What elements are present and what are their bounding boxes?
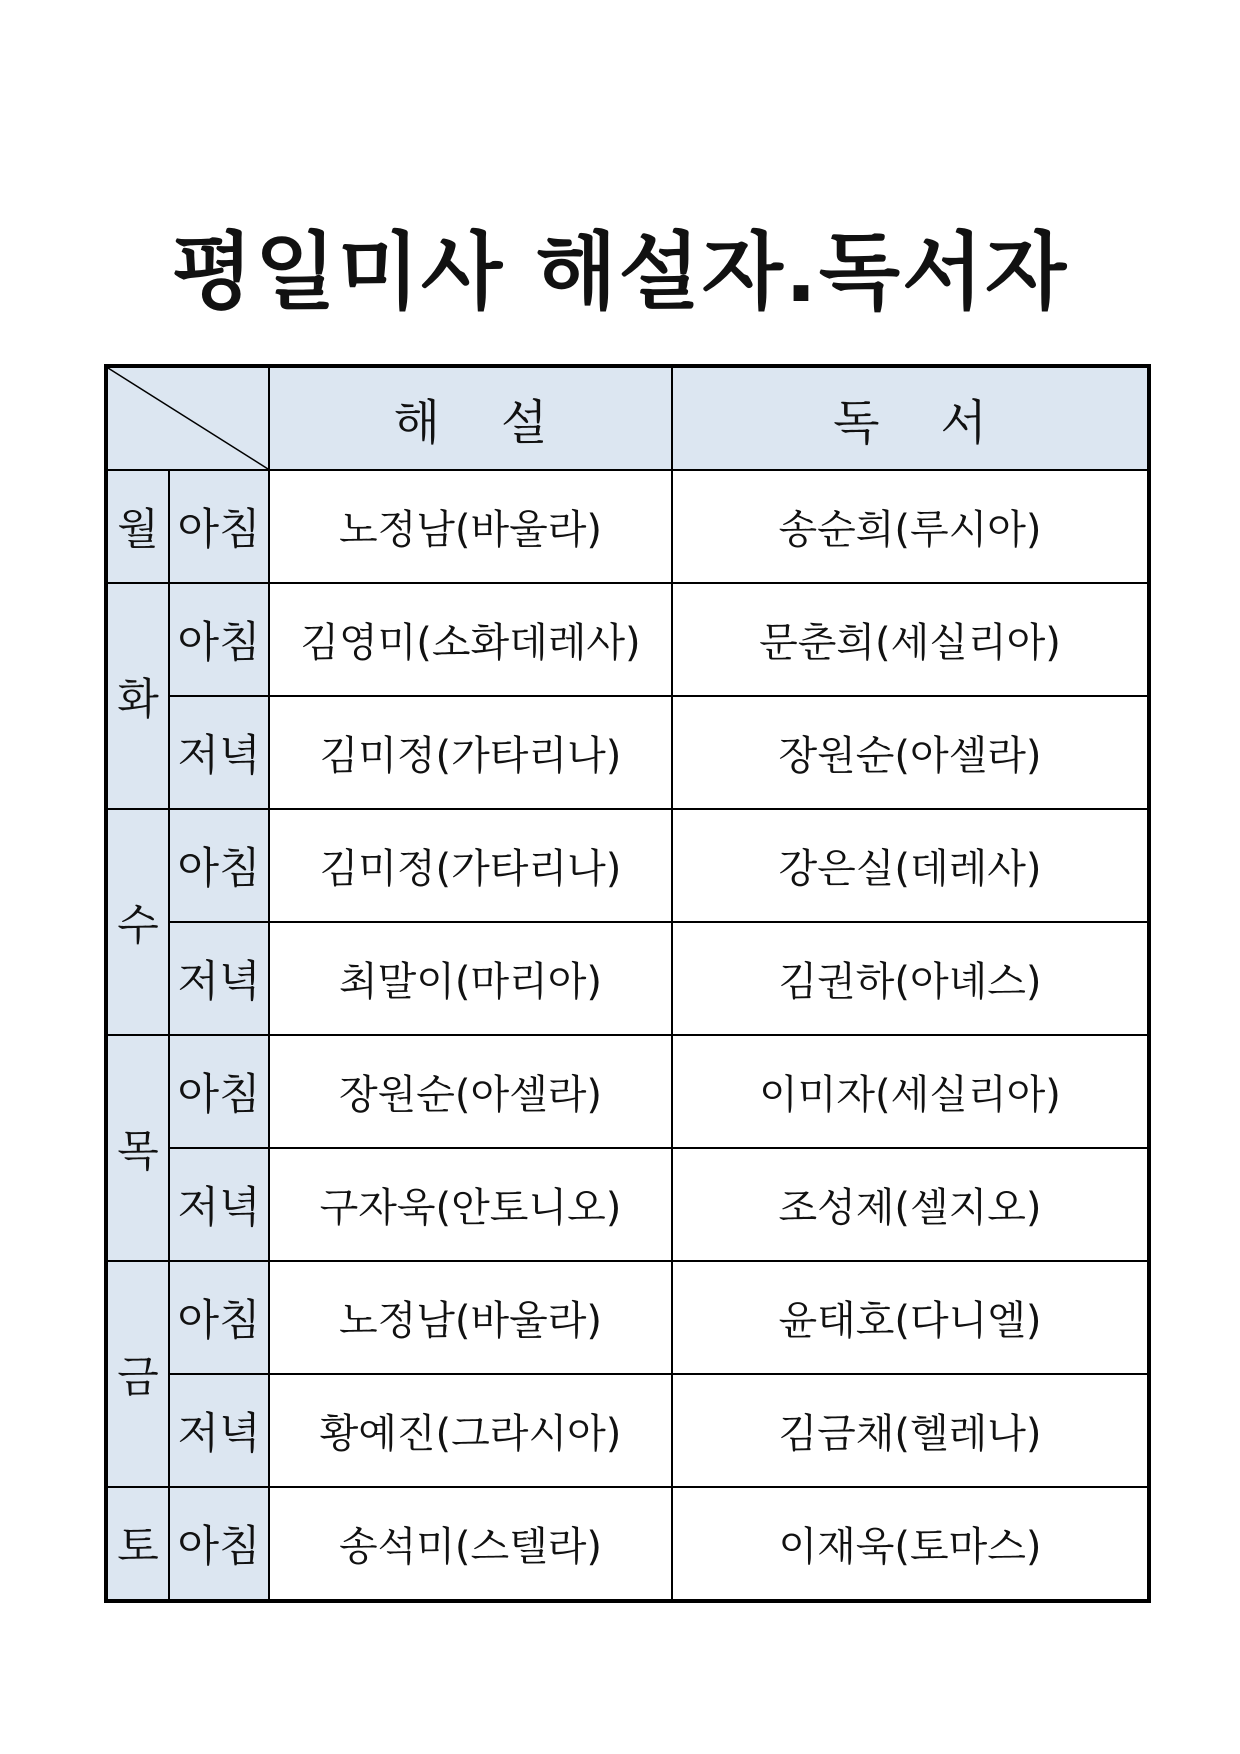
table-row bbox=[106, 696, 1149, 809]
time-cell: 아침 bbox=[169, 1487, 269, 1601]
table-row bbox=[106, 1035, 1149, 1148]
header-row bbox=[106, 366, 1149, 470]
table-row bbox=[106, 1374, 1149, 1487]
table-row bbox=[106, 1148, 1149, 1261]
day-cell: 화 bbox=[106, 583, 169, 809]
commentator-cell: 황예진(그라시아) bbox=[269, 1374, 672, 1487]
column-header-reader: 독 서 bbox=[672, 366, 1149, 470]
reader-cell: 이미자(세실리아) bbox=[672, 1035, 1149, 1148]
reader-cell: 이재욱(토마스) bbox=[672, 1487, 1149, 1601]
commentator-cell: 최말이(마리아) bbox=[269, 922, 672, 1035]
time-cell: 저녁 bbox=[169, 922, 269, 1035]
day-cell: 목 bbox=[106, 1035, 169, 1261]
commentator-cell: 송석미(스텔라) bbox=[269, 1487, 672, 1601]
diagonal-line bbox=[108, 368, 268, 469]
reader-cell: 조성제(셀지오) bbox=[672, 1148, 1149, 1261]
time-cell: 아침 bbox=[169, 1261, 269, 1374]
table-row bbox=[106, 809, 1149, 922]
reader-cell: 김권하(아녜스) bbox=[672, 922, 1149, 1035]
reader-cell: 김금채(헬레나) bbox=[672, 1374, 1149, 1487]
time-cell: 아침 bbox=[169, 583, 269, 696]
time-cell: 아침 bbox=[169, 809, 269, 922]
day-cell: 월 bbox=[106, 470, 169, 583]
commentator-cell: 구자욱(안토니오) bbox=[269, 1148, 672, 1261]
commentator-cell: 노정남(바울라) bbox=[269, 1261, 672, 1374]
reader-cell: 강은실(데레사) bbox=[672, 809, 1149, 922]
commentator-cell: 노정남(바울라) bbox=[269, 470, 672, 583]
commentator-cell: 장원순(아셀라) bbox=[269, 1035, 672, 1148]
time-cell: 저녁 bbox=[169, 1148, 269, 1261]
commentator-cell: 김영미(소화데레사) bbox=[269, 583, 672, 696]
table-row bbox=[106, 470, 1149, 583]
column-header-commentator: 해 설 bbox=[269, 366, 672, 470]
reader-cell: 윤태호(다니엘) bbox=[672, 1261, 1149, 1374]
commentator-cell: 김미정(가타리나) bbox=[269, 696, 672, 809]
table-row bbox=[106, 583, 1149, 696]
corner-cell bbox=[106, 366, 269, 470]
commentator-cell: 김미정(가타리나) bbox=[269, 809, 672, 922]
time-cell: 아침 bbox=[169, 470, 269, 583]
page-title: 평일미사 해설자.독서자 bbox=[171, 223, 1069, 321]
reader-cell: 송순희(루시아) bbox=[672, 470, 1149, 583]
reader-cell: 문춘희(세실리아) bbox=[672, 583, 1149, 696]
schedule-table bbox=[104, 364, 1151, 1603]
table-row bbox=[106, 1487, 1149, 1601]
time-cell: 저녁 bbox=[169, 696, 269, 809]
table-row bbox=[106, 922, 1149, 1035]
time-cell: 저녁 bbox=[169, 1374, 269, 1487]
reader-cell: 장원순(아셀라) bbox=[672, 696, 1149, 809]
table-row bbox=[106, 1261, 1149, 1374]
day-cell: 수 bbox=[106, 809, 169, 1035]
day-cell: 토 bbox=[106, 1487, 169, 1601]
time-cell: 아침 bbox=[169, 1035, 269, 1148]
day-cell: 금 bbox=[106, 1261, 169, 1487]
